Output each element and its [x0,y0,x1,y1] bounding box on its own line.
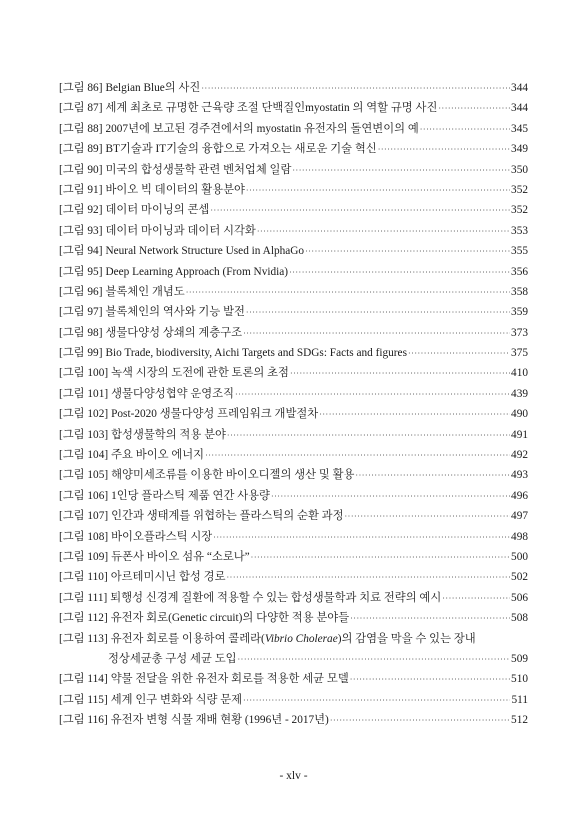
figure-title: 아르테미시닌 합성 경로 [110,571,226,584]
figure-label: [그림 100] [59,367,109,380]
dot-leader [355,471,510,480]
page-number: 496 [511,489,528,502]
toc-entry[interactable] [59,487,528,507]
figure-title: Post-2020 생물다양성 프레임워크 개발절차 [111,408,319,421]
page-number: 375 [511,347,528,360]
toc-entry[interactable] [59,140,528,160]
figure-title: 녹색 시장의 도전에 관한 토론의 초점 [111,367,289,380]
page-number: 493 [511,469,528,482]
toc-entry[interactable] [59,99,528,119]
figure-title: 미국의 합성생물학 관련 벤처업체 일람 [105,163,292,176]
toc-entry[interactable] [59,242,528,262]
figure-label: [그림 86] [59,82,103,94]
page-number: 492 [511,449,528,462]
figure-label: [그림 113] [59,632,108,645]
dot-leader [238,655,511,664]
toc-entry[interactable] [59,283,528,303]
dot-leader [292,166,510,175]
figure-title: Neural Network Structure Used in AlphaGo [105,245,305,258]
dot-leader [438,104,510,113]
dot-leader [330,716,510,725]
dot-leader [186,288,510,297]
figure-title: 세계 최초로 규명한 근육량 조절 단백질인myostatin 의 역할 규명 사진 [105,102,438,115]
figure-label: [그림 101] [59,387,109,400]
figure-title: Deep Learning Approach (From Nvidia) [105,265,289,278]
figure-title: 듀폰사 바이오 섬유 “소로나” [111,550,250,563]
figure-title: 주요 바이오 에너지 [111,449,205,462]
figure-title: 바이오 빅 데이터의 활용분야 [105,183,245,196]
page-number: 497 [511,510,528,523]
toc-entry[interactable] [59,79,528,99]
dot-leader [227,431,510,440]
figure-label: [그림 107] [59,510,109,523]
toc-entry[interactable] [59,630,528,671]
figure-title: Belgian Blue의 사진 [105,82,201,94]
page-number: 508 [511,612,528,625]
dot-leader [243,329,510,338]
dot-leader [408,349,510,358]
figure-title: 블록체인 개념도 [105,285,185,298]
figure-label: [그림 95] [59,265,103,278]
figure-label: [그림 104] [59,449,109,462]
figure-label: [그림 109] [59,550,109,563]
dot-leader [290,369,510,378]
page-number: 358 [511,285,528,298]
figure-label: [그림 96] [59,285,103,298]
dot-leader [305,247,510,256]
figure-label: [그림 92] [59,204,103,217]
dot-leader [226,573,510,582]
figure-label: [그림 93] [59,224,103,237]
figure-label: [그림 106] [59,489,109,502]
figure-title: 1인당 플라스틱 제품 연간 사용량 [111,489,270,502]
figure-title: BT기술과 IT기술의 융합으로 가져오는 새로운 기술 혁신 [105,143,377,156]
figure-title: 블록체인의 역사와 기능 발전 [105,306,245,319]
toc-entry[interactable] [59,364,528,384]
toc-entry[interactable] [59,507,528,527]
page-number: 353 [511,224,528,237]
toc-entry[interactable] [59,568,528,588]
toc-entry[interactable] [59,303,528,323]
figure-title: 약물 전달을 위한 유전자 회로를 적용한 세균 모델 [110,673,349,686]
dot-leader [420,125,510,134]
figure-label: [그림 98] [59,326,103,339]
figure-list [59,79,528,732]
figure-title: 생물다양성 상쇄의 계층구조 [105,326,243,339]
page-number: 511 [511,693,528,706]
figure-title: Bio Trade, biodiversity, Aichi Targets and SDGs: Facts and figures [105,347,407,360]
figure-title: 2007년에 보고된 경주견에서의 myostatin 유전자의 돌연변이의 예 [105,122,419,135]
figure-label: [그림 103] [59,428,109,441]
figure-label: [그림 114] [59,673,108,686]
dot-leader [243,696,510,705]
figure-title: 생물다양성협약 운영조직 [111,387,234,400]
toc-entry[interactable] [59,324,528,344]
figure-title: 유전자 회로(Genetic circuit)의 다양한 적용 분야들 [110,612,350,625]
page-number: 352 [511,183,528,196]
dot-leader [205,451,510,460]
page-number: 500 [511,550,528,563]
dot-leader [235,390,510,399]
figure-title: 유전자 회로를 이용하여 콜레라(Vibrio Cholerae)의 감염을 막을 수 있는 장내 [110,632,476,645]
figure-label: [그림 111] [59,591,108,604]
figure-label: [그림 108] [59,530,109,543]
page-number: 439 [511,387,528,400]
dot-leader [350,675,510,684]
dot-leader [289,268,510,277]
page-number: 498 [511,530,528,543]
figure-title: 해양미세조류를 이용한 바이오디젤의 생산 및 활용 [111,469,355,482]
dot-leader [271,492,510,501]
toc-entry[interactable] [59,222,528,242]
figure-label: [그림 97] [59,306,103,319]
page-number: 512 [511,714,528,727]
figure-label: [그림 90] [59,163,103,176]
toc-entry[interactable] [59,670,528,690]
figure-label: [그림 112] [59,612,108,625]
toc-entry[interactable] [59,405,528,425]
toc-entry[interactable] [59,609,528,629]
figure-label: [그림 91] [59,183,103,196]
page-number: 502 [511,571,528,584]
figure-title: 데이터 마이닝의 콘셉 [105,204,210,217]
dot-leader [251,553,510,562]
dot-leader [350,614,510,623]
dot-leader [210,206,510,215]
toc-entry[interactable] [59,691,528,711]
page-number: 350 [511,163,528,176]
figure-title: 바이오플라스틱 시장 [111,530,213,543]
toc-entry[interactable] [59,161,528,181]
toc-entry[interactable] [59,201,528,221]
page-number: 510 [511,673,528,686]
figure-title: 퇴행성 신경계 질환에 적용할 수 있는 합성생물학과 치료 전략의 예시 [110,591,442,604]
figure-title: 세계 인구 변화와 식량 문제 [110,693,243,706]
toc-entry[interactable] [59,263,528,283]
dot-leader [246,186,510,195]
page-number: 410 [511,367,528,380]
page-number: 345 [511,122,528,135]
toc-entry[interactable] [59,344,528,364]
dot-leader [319,410,510,419]
figure-label: [그림 110] [59,571,108,584]
figure-label: [그림 87] [59,102,103,115]
toc-entry[interactable] [59,528,528,548]
page-number: 355 [511,245,528,258]
page-number: 344 [511,82,528,94]
toc-entry[interactable] [59,426,528,446]
toc-entry[interactable] [59,385,528,405]
toc-entry[interactable] [59,120,528,140]
toc-entry[interactable] [59,711,528,731]
figure-label: [그림 116] [59,714,108,727]
page-number: 349 [511,143,528,156]
dot-leader [345,512,511,521]
figure-label: [그림 115] [59,693,108,706]
toc-entry[interactable] [59,466,528,486]
toc-entry[interactable] [59,181,528,201]
dot-leader [246,308,510,317]
dot-leader [201,84,510,93]
figure-label: [그림 94] [59,245,103,258]
page-number: 359 [511,306,528,319]
toc-entry[interactable] [59,446,528,466]
figure-label: [그림 88] [59,122,103,135]
figure-title: 합성생물학의 적용 분야 [111,428,226,441]
dot-leader [378,145,510,154]
page-number: 506 [511,591,528,604]
page-number: 352 [511,204,528,217]
dot-leader [442,594,510,603]
figure-title: 유전자 변형 식물 재배 현황 (1996년 - 2017년) [110,714,329,727]
page-number: 373 [511,326,528,339]
page-number: 509 [511,652,528,665]
page-number: 491 [511,428,528,441]
page-number: 356 [511,265,528,278]
figure-title-continued: 정상세균총 구성 세균 도입 [108,652,237,665]
dot-leader [213,533,510,542]
figure-label: [그림 89] [59,143,103,156]
figure-label: [그림 105] [59,469,109,482]
figure-label: [그림 99] [59,347,103,360]
figure-title: 데이터 마이닝과 데이터 시각화 [105,224,256,237]
dot-leader [257,227,510,236]
figure-label: [그림 102] [59,408,109,421]
page-number: 490 [511,408,528,421]
toc-entry[interactable] [59,548,528,568]
page-number-footer: - xlv - [279,770,308,782]
figure-title: 인간과 생태계를 위협하는 플라스틱의 순환 과정 [111,510,344,523]
page-number: 344 [511,102,528,115]
toc-entry[interactable] [59,589,528,609]
